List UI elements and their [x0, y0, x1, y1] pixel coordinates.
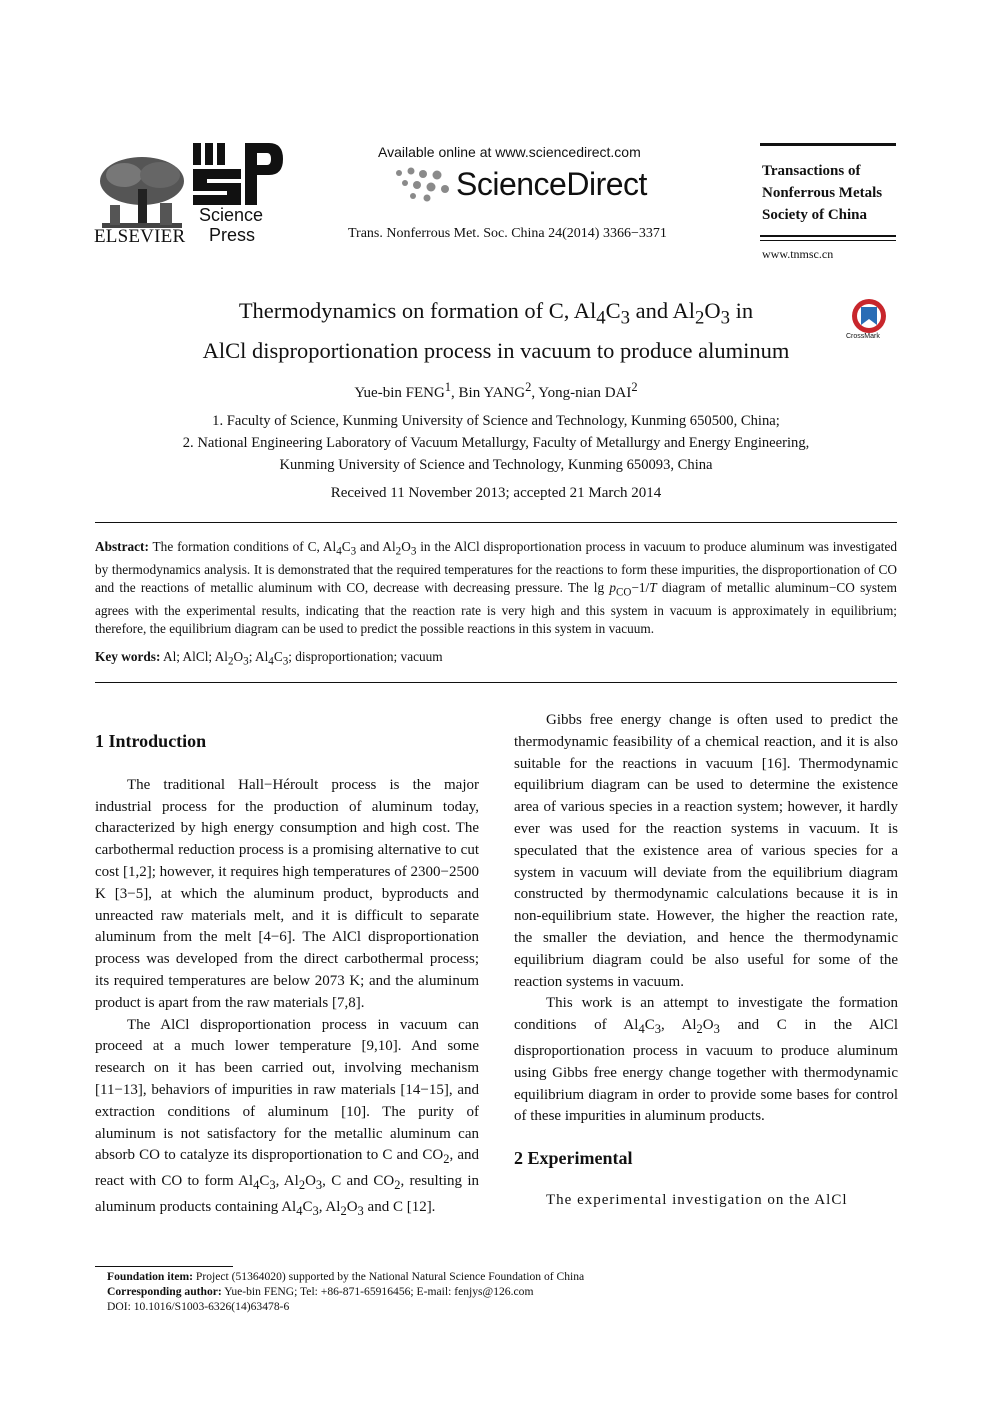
section-heading-experimental: 2 Experimental: [514, 1148, 633, 1169]
received-dates: Received 11 November 2013; accepted 21 March 2014: [330, 485, 662, 501]
corresponding-author-note: Corresponding author: Yue-bin FENG; Tel: +86-871-65916456; E-mail: fenjys@126.com: [107, 1285, 534, 1298]
right-column: [514, 710, 898, 1212]
abstract-bottom-rule: [95, 682, 897, 683]
footnotes: [107, 1269, 584, 1314]
affiliations: 1. Faculty of Science, Kunming University of Science and Technology, Kunming 650500, China; 2. National Engineering Laboratory of Vacuum Metallurgy, Faculty of Metallurgy and Energy Engineering, Kunming University of Science and Technology, Kunming 650093, China: [182, 413, 810, 473]
foundation-note: Foundation item: Project (51364020) supported by the National Natural Science Foundation of China: [107, 1270, 585, 1283]
sciencedirect-wordmark: ScienceDirect: [456, 166, 647, 202]
keywords: Key words: Al; AlCl; $Al_2O_3$; $Al_4C_3$; disproportionation; vacuum: [95, 649, 443, 668]
elsevier-wordmark: ELSEVIER: [94, 226, 186, 247]
science-press-logo: [193, 143, 283, 207]
section-heading-introduction: 1 Introduction: [95, 731, 207, 751]
left-column: [95, 710, 479, 1223]
abstract: Abstract: The formation conditions of C, $Al_4C_3$ and $Al_2O_3$ in the AlCl disproportionation process in vacuum to produce aluminum was investigated by thermodynamics analysis. It is demonstrated that the required temperatures for the reactions to form these impurities, the disproportionation of CO and the reactions of metallic aluminum with CO, decrease with decreasing pressure. The $\lg p_{CO}-1/T$ diagram of metallic aluminum−CO system agrees with the experimental results, indicating that the reaction rate is very high and this system in vacuum is approximately in equilibrium; therefore, the equilibrium diagram can be used to predict the possible reactions in this system in vacuum.: [95, 539, 898, 637]
intro-paragraph-2: The AlCl disproportionation process in vacuum can proceed at a much lower temperature [9,10]. And some research on it has been carried out, involving mechanism [11−13], behaviors of impurities in raw materials [14−15], and extraction conditions of aluminum [10]. The purity of aluminum is not satisfactory for the metallic aluminum can absorb CO to catalyze its disproportionation to C and $CO_2$, and react with CO to form $Al_4C_3$, $Al_2O_3$, C and $CO_2$, resulting in aluminum products containing $Al_4C_3$, $Al_2O_3$ and C [12].: [95, 1016, 479, 1218]
intro-paragraph-4: This work is an attempt to investigate the formation conditions of $Al_4C_3$, $Al_2O_3$ and C in the AlCl disproportionation process in vacuum to produce aluminum using Gibbs free energy change together with thermodynamic equilibrium diagram in order to provide some bases for control of these impurities in aluminum products.: [514, 995, 899, 1125]
science-press-line2: Press: [209, 225, 256, 245]
science-press-line1: Science: [199, 205, 264, 225]
paper-title: Thermodynamics on formation of C, $Al_4C_3$ and $Al_2O_3$ in AlCl disproportionation process in vacuum to produce aluminum: [202, 298, 790, 363]
experimental-paragraph-1: The experimental investigation on the AlCl: [546, 1191, 848, 1208]
sciencedirect-dots-icon: [393, 165, 453, 205]
footnote-rule: [95, 1266, 233, 1267]
journal-top-rule: [760, 143, 896, 146]
journal-bottom-rule-thin: [760, 240, 896, 241]
journal-reference: Trans. Nonferrous Met. Soc. China 24(2014) 3366−3371: [348, 226, 667, 241]
doi-note: DOI: 10.1016/S1003-6326(14)63478-6: [107, 1300, 290, 1313]
journal-bottom-rule: [760, 235, 896, 237]
intro-paragraph-1: The traditional Hall−Héroult process is the major industrial process for the production of aluminum today, characterized by high energy consumption and high cost. The carbothermal reduction process is a promising alternative to cut cost [1,2]; however, it requires high temperatures of 2300−2500 K [3−5], at which the aluminum product, byproducts and unreacted raw materials melt, and it is difficult to separate aluminum from the melt [4−6]. The AlCl disproportionation process was developed from the direct carbothermal process; its required temperatures are below 2073 K; and the aluminum product is apart from the raw materials [7,8].: [95, 776, 479, 1011]
journal-name: Transactions of Nonferrous Metals Society of China: [762, 163, 883, 223]
abstract-top-rule: [95, 522, 897, 523]
intro-paragraph-3: Gibbs free energy change is often used to predict the thermodynamic feasibility of a chemical reaction, and it is also suitable for the reactions in vacuum [16]. Thermodynamic equilibrium diagram can be used to determine the existence area of various species in a reaction system; however, it hardly ever was used for the reaction systems in vacuum. It is speculated that the existence area of various species for a system in vacuum will deviate from the equilibrium diagram constructed by thermodynamic calculations because it is in non-equilibrium state. However, the higher the reaction rate, the smaller the deviation, and hence the thermodynamic equilibrium diagram could be also useful for some of the reaction systems in vacuum.: [514, 712, 898, 990]
crossmark-label: CrossMark: [846, 333, 880, 340]
journal-url: www.tnmsc.cn: [762, 247, 834, 261]
available-online-text: Available online at www.sciencedirect.com: [378, 144, 641, 160]
author-list: Yue-bin FENG$^1$, Bin YANG$^2$, Yong-nian DAI$^2$: [354, 380, 638, 401]
